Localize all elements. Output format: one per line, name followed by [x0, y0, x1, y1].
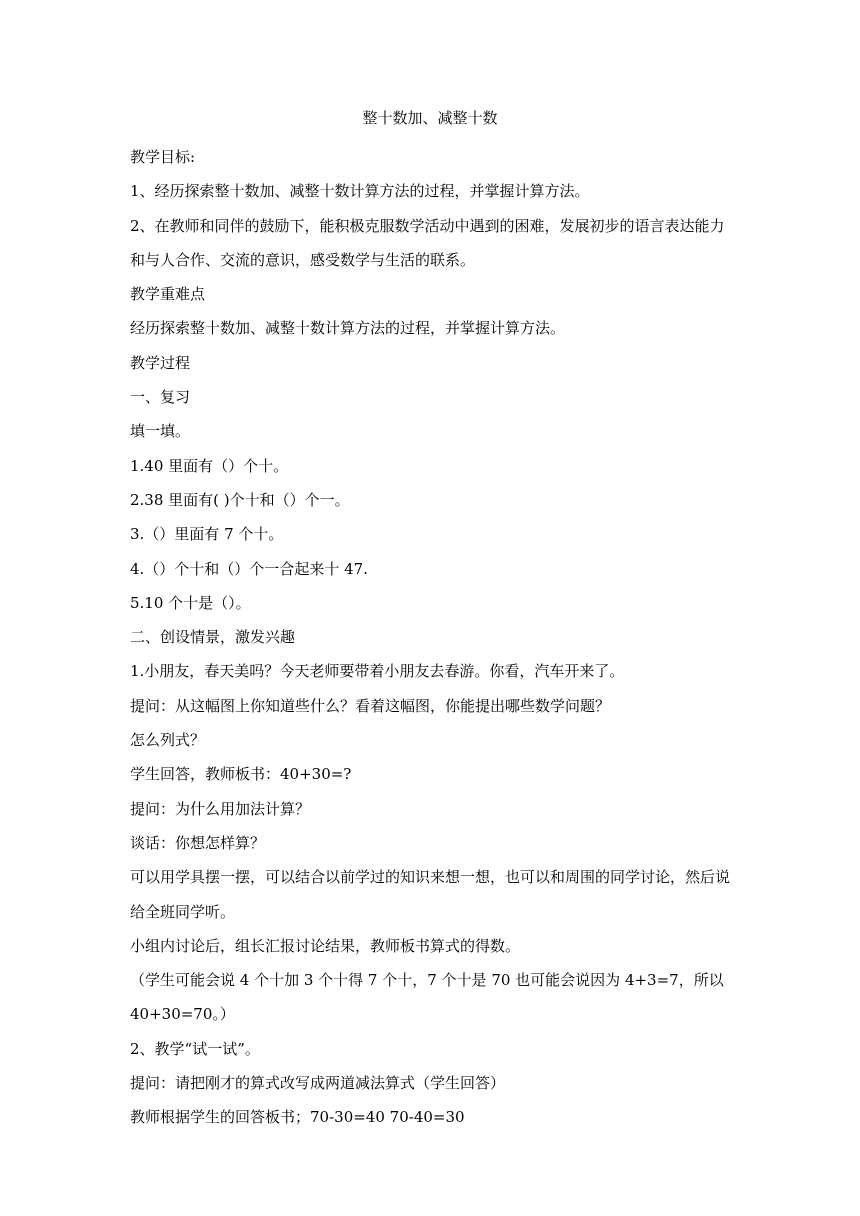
text-line: 教学重难点: [130, 285, 206, 304]
text-line: 40+30=70。）: [130, 1005, 235, 1024]
text-line: 提问：为什么用加法计算？: [130, 799, 311, 818]
text-line: 经历探索整十数加、减整十数计算方法的过程，并掌握计算方法。: [130, 319, 566, 338]
text-line: 一、复习: [130, 388, 191, 407]
text-line: 2、在教师和同伴的鼓励下，能积极克服数学活动中遇到的困难，发展初步的语言表达能力: [130, 216, 725, 235]
text-line: 提问：从这幅图上你知道些什么？看着这幅图，你能提出哪些数学问题？: [130, 696, 611, 715]
text-line: 提问：请把刚才的算式改写成两道减法算式（学生回答）: [130, 1074, 506, 1093]
text-line: 1.40 里面有（）个十。: [130, 456, 289, 475]
text-line: 可以用学具摆一摆，可以结合以前学过的知识来想一想，也可以和周围的同学讨论，然后说: [130, 868, 731, 887]
text-line: 教师根据学生的回答板书；70-30=40 70-40=30: [130, 1108, 465, 1127]
text-line: （学生可能会说 4 个十加 3 个十得 7 个十，7 个十是 70 也可能会说因为 4+3=7，所以: [130, 971, 724, 990]
text-line: 小组内讨论后，组长汇报讨论结果，教师板书算式的得数。: [130, 936, 521, 955]
text-line: 5.10 个十是（）。: [130, 593, 251, 612]
text-line: 1、经历探索整十数加、减整十数计算方法的过程，并掌握计算方法。: [130, 182, 590, 201]
text-line: 教学过程: [130, 353, 191, 372]
document-body: [130, 140, 740, 1135]
text-line: 2.38 里面有( )个十和（）个一。: [130, 490, 350, 509]
text-line: 谈话：你想怎样算？: [130, 833, 266, 852]
text-line: 教学目标:: [130, 148, 196, 166]
text-line: 3.（）里面有 7 个十。: [130, 525, 284, 544]
text-line: 怎么列式？: [130, 731, 206, 750]
text-line: 二、创设情景，激发兴趣: [130, 628, 296, 647]
text-line: 2、教学“试一试”。: [130, 1039, 260, 1058]
text-line: 学生回答，教师板书：40+30=?: [130, 765, 352, 784]
text-line: 给全班同学听。: [130, 902, 236, 921]
text-line: 和与人合作、交流的意识，感受数学与生活的联系。: [130, 250, 476, 269]
text-line: 1.小朋友，春天美吗？今天老师要带着小朋友去春游。你看，汽车开来了。: [130, 662, 625, 681]
text-line: 填一填。: [130, 422, 191, 441]
text-line: 4.（）个十和（）个一合起来十 47.: [130, 559, 368, 578]
document-title: 整十数加、减整十数: [362, 109, 498, 127]
